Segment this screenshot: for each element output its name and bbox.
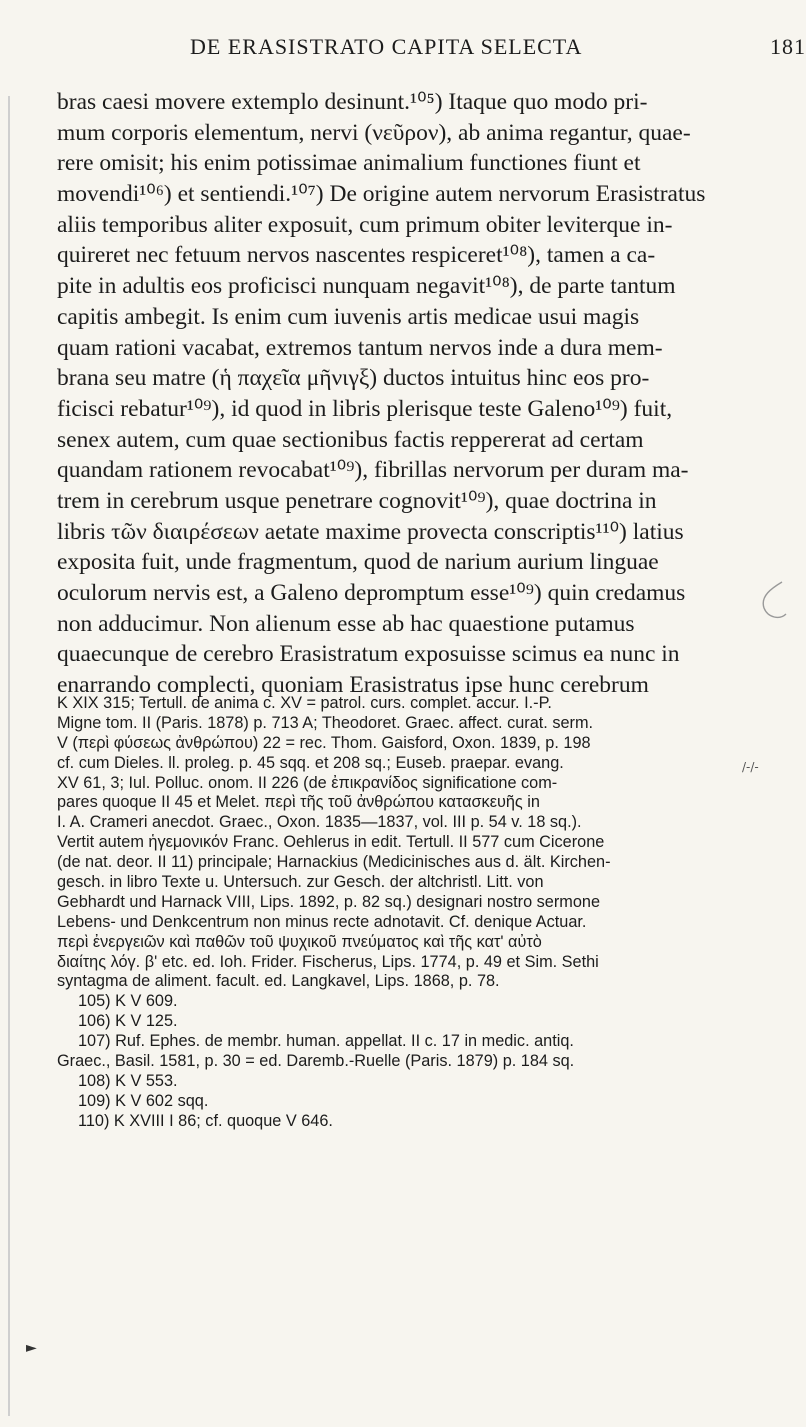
page-edge-shadow (8, 96, 10, 1416)
text-line: exposita fuit, unde fragmentum, quod de narium aurium linguae (57, 549, 659, 576)
footnote-line: V (περὶ φύσεως ἀνθρώπου) 22 = rec. Thom. Gaisford, Oxon. 1839, p. 198 (57, 733, 591, 752)
footnote-line: I. A. Crameri anecdot. Graec., Oxon. 1835—1837, vol. III p. 54 v. 18 sq.). (57, 813, 582, 832)
footnote-line: Gebhardt und Harnack VIII, Lips. 1892, p. 82 sq.) designari nostro sermone (57, 892, 601, 911)
main-text (57, 87, 767, 701)
footnotes (57, 694, 769, 1132)
text-line: quam rationi vacabat, extremos tantum nervos inde a dura mem- (57, 334, 663, 361)
footnote-line: 108) K V 553. (78, 1071, 178, 1090)
footnote-line: 110) K XVIII I 86; cf. quoque V 646. (78, 1111, 333, 1130)
running-title: DE ERASISTRATO CAPITA SELECTA (190, 34, 583, 59)
footnote-line: pares quoque II 45 et Melet. περὶ τῆς τοῦ ἀνθρώπου κατασκευῆς in (57, 793, 540, 812)
footnote-line: (de nat. deor. II 11) principale; Harnackius (Medicinisches aus d. ält. Kirchen- (57, 853, 611, 872)
text-line: senex autem, cum quae sectionibus factis reppererat ad certam (57, 426, 644, 453)
text-line: aliis temporibus aliter exposuit, cum primum obiter leviterque in- (57, 211, 673, 238)
footnote-line: 106) K V 125. (78, 1012, 178, 1031)
text-line: rere omisit; his enim potissimae animalium functiones fiunt et (57, 150, 641, 177)
text-line: bras caesi movere extemplo desinunt.¹⁰⁵) Itaque quo modo pri- (57, 89, 648, 115)
text-line: quireret nec fetuum nervos nascentes respiceret¹⁰⁸), tamen a ca- (57, 242, 656, 269)
text-line: oculorum nervis est, a Galeno depromptum esse¹⁰⁹) quin credamus (57, 580, 686, 606)
pencil-mark-icon (752, 578, 792, 626)
text-line: mum corporis elementum, nervi (νεῦρον), ab anima regantur, quae- (57, 119, 691, 146)
footnote-line: Vertit autem ἡγεμονικόν Franc. Oehlerus in edit. Tertull. II 577 cum Cicerone (57, 833, 605, 852)
footnote-line: gesch. in libro Texte u. Untersuch. zur Gesch. der altchristl. Litt. von (57, 873, 544, 892)
footnote-line: Migne tom. II (Paris. 1878) p. 713 A; Theodoret. Graec. affect. curat. serm. (57, 713, 594, 732)
text-line: brana seu matre (ἡ παχεῖα μῆνιγξ) ductos intuitus hinc eos pro- (57, 365, 650, 392)
text-line: trem in cerebrum usque penetrare cognovit¹⁰⁹), quae doctrina in (57, 487, 657, 514)
text-line: quandam rationem revocabat¹⁰⁹), fibrillas nervorum per duram ma- (57, 457, 689, 484)
footnote-line: cf. cum Dieles. ll. proleg. p. 45 sqq. et 208 sq.; Euseb. praepar. evang. (57, 753, 564, 772)
footnote-line: περὶ ἐνεργειῶν καὶ παθῶν τοῦ ψυχικοῦ πνεύματος καὶ τῆς κατ' αὐτὸ (57, 932, 542, 951)
footnote-line: syntagma de aliment. facult. ed. Langkavel, Lips. 1868, p. 78. (57, 972, 500, 991)
page-number: 181 (770, 34, 806, 59)
text-line: capitis ambegit. Is enim cum iuvenis artis medicae usui magis (57, 303, 640, 330)
footnote-line: Graec., Basil. 1581, p. 30 = ed. Daremb.-Ruelle (Paris. 1879) p. 184 sq. (57, 1052, 575, 1071)
footnote-line: 107) Ruf. Ephes. de membr. human. appellat. II c. 17 in medic. antiq. (78, 1032, 574, 1051)
margin-annotation: /-/- (742, 760, 759, 774)
pointer-mark-icon: ► (26, 1340, 37, 1356)
text-line: quaecunque de cerebro Erasistratum exposuisse scimus ea nunc in (57, 641, 680, 668)
text-line: libris τῶν διαιρέσεων aetate maxime provecta conscriptis¹¹⁰) latius (57, 518, 684, 545)
footnote-line: Lebens- und Denkcentrum non minus recte adnotavit. Cf. denique Actuar. (57, 912, 587, 931)
footnote-line: XV 61, 3; Iul. Polluc. onom. II 226 (de ἐπικρανίδος significatione com- (57, 773, 558, 792)
page-header (190, 34, 806, 60)
text-line: pite in adultis eos proficisci nunquam negavit¹⁰⁸), de parte tantum (57, 273, 676, 300)
text-line: movendi¹⁰⁶) et sentiendi.¹⁰⁷) De origine autem nervorum Erasistratus (57, 181, 706, 208)
footnote-line: K XIX 315; Tertull. de anima c. XV = patrol. curs. complet. accur. I.-P. (57, 694, 552, 712)
text-line: enarrando complecti, quoniam Erasistratus ipse hunc cerebrum (57, 672, 649, 699)
footnote-line: διαίτης λόγ. β' etc. ed. Ioh. Frider. Fischerus, Lips. 1774, p. 49 et Sim. Sethi (57, 952, 599, 971)
text-line: non adducimur. Non alienum esse ab hac quaestione putamus (57, 610, 635, 637)
text-line: ficisci rebatur¹⁰⁹), id quod in libris plerisque teste Galeno¹⁰⁹) fuit, (57, 395, 673, 422)
footnote-line: 109) K V 602 sqq. (78, 1091, 209, 1110)
footnote-line: 105) K V 609. (78, 992, 178, 1011)
